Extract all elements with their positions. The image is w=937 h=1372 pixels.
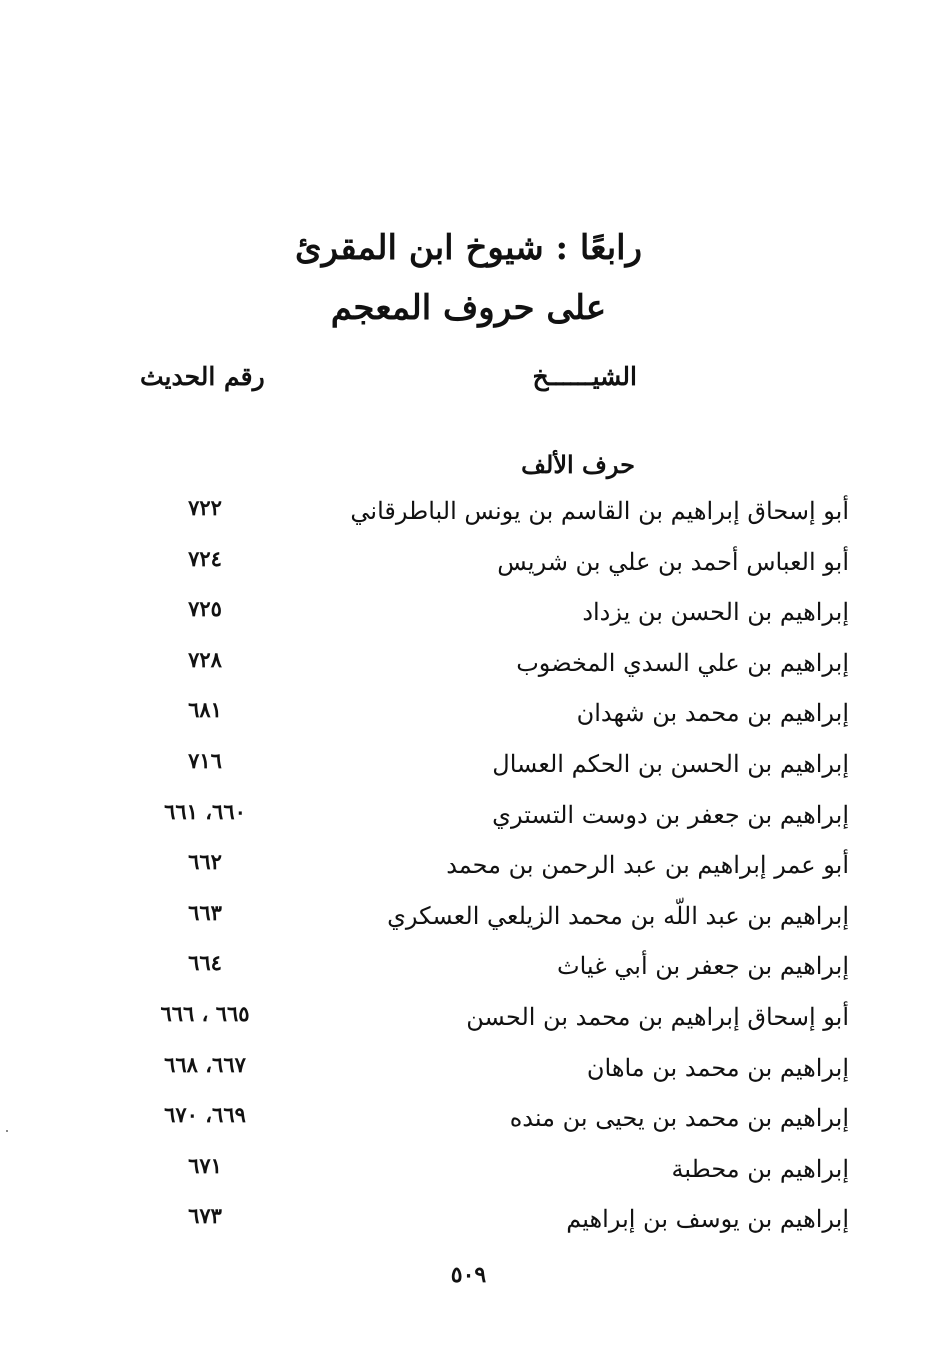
entry-numbers: ٦٧١ <box>188 1152 222 1178</box>
list-item <box>0 1151 937 1202</box>
entry-numbers: ٦٦٣ <box>188 899 222 925</box>
entry-numbers: ٦٨١ <box>188 697 222 723</box>
entry-numbers: ٦٦٠، ٦٦١ <box>164 798 246 824</box>
entry-numbers: ٧١٦ <box>188 747 222 773</box>
list-item <box>0 898 937 949</box>
entry-numbers: ٦٦٥ ، ٦٦٦ <box>160 1000 250 1026</box>
entry-numbers: ٦٦٧، ٦٦٨ <box>164 1051 246 1077</box>
entry-name: إبراهيم بن جعفر بن أبي غياث <box>556 952 849 981</box>
entry-name: إبراهيم بن الحسن بن الحكم العسال <box>492 749 849 778</box>
list-item <box>0 1100 937 1151</box>
entry-name: أبو إسحاق إبراهيم بن محمد بن الحسن <box>466 1002 849 1031</box>
entry-name: إبراهيم بن يوسف بن إبراهيم <box>566 1205 849 1234</box>
list-item <box>0 948 937 999</box>
list-item <box>0 797 937 848</box>
page-heading <box>0 218 937 338</box>
entries-list <box>0 493 937 1252</box>
entry-numbers: ٦٦٢ <box>188 849 222 875</box>
entry-name: إبراهيم بن علي السدي المخضوب <box>516 648 849 677</box>
column-header-hadith-number: رقم الحديث <box>140 362 265 391</box>
list-item <box>0 493 937 544</box>
list-item <box>0 594 937 645</box>
entry-name: أبو عمر إبراهيم بن عبد الرحمن بن محمد <box>446 851 849 880</box>
entry-name: إبراهيم بن محمد بن يحيى بن منده <box>509 1104 849 1133</box>
entry-name: إبراهيم بن الحسن بن يزداد <box>582 598 849 627</box>
entry-numbers: ٦٧٣ <box>188 1203 222 1229</box>
entry-numbers: ٧٢٤ <box>188 545 222 571</box>
list-item <box>0 847 937 898</box>
column-header-shaykh: الشيــــــخ <box>532 362 637 391</box>
entry-numbers: ٧٢٨ <box>188 646 222 672</box>
page-number: ٥٠٩ <box>450 1262 487 1288</box>
entry-numbers: ٧٢٢ <box>188 495 222 520</box>
entry-name: إبراهيم بن محطبة <box>671 1154 849 1183</box>
entry-name: إبراهيم بن محمد بن ماهان <box>586 1053 849 1082</box>
entry-numbers: ٦٦٩، ٦٧٠ <box>164 1102 246 1128</box>
list-item <box>0 1050 937 1101</box>
entry-name: أبو العباس أحمد بن علي بن شريس <box>497 547 849 576</box>
entry-name: إبراهيم بن جعفر بن دوست التستري <box>492 800 849 829</box>
list-item <box>0 746 937 797</box>
list-item <box>0 645 937 696</box>
entry-name: إبراهيم بن عبد اللّه بن محمد الزيلعي العسكري <box>387 901 849 930</box>
entry-name: أبو إسحاق إبراهيم بن القاسم بن يونس الباطرقاني <box>350 497 849 525</box>
entry-numbers: ٧٢٥ <box>188 596 222 622</box>
list-item <box>0 999 937 1050</box>
entry-numbers: ٦٦٤ <box>188 950 222 976</box>
heading-line-2: على حروف المعجم <box>330 288 607 328</box>
list-item <box>0 1201 937 1252</box>
heading-line-1: رابعًا : شيوخ ابن المقرئ <box>294 228 643 268</box>
entry-name: إبراهيم بن محمد بن شهدان <box>576 699 849 728</box>
list-item <box>0 695 937 746</box>
list-item <box>0 544 937 595</box>
scan-speck <box>6 1130 8 1132</box>
section-title: حرف الألف <box>521 450 635 479</box>
